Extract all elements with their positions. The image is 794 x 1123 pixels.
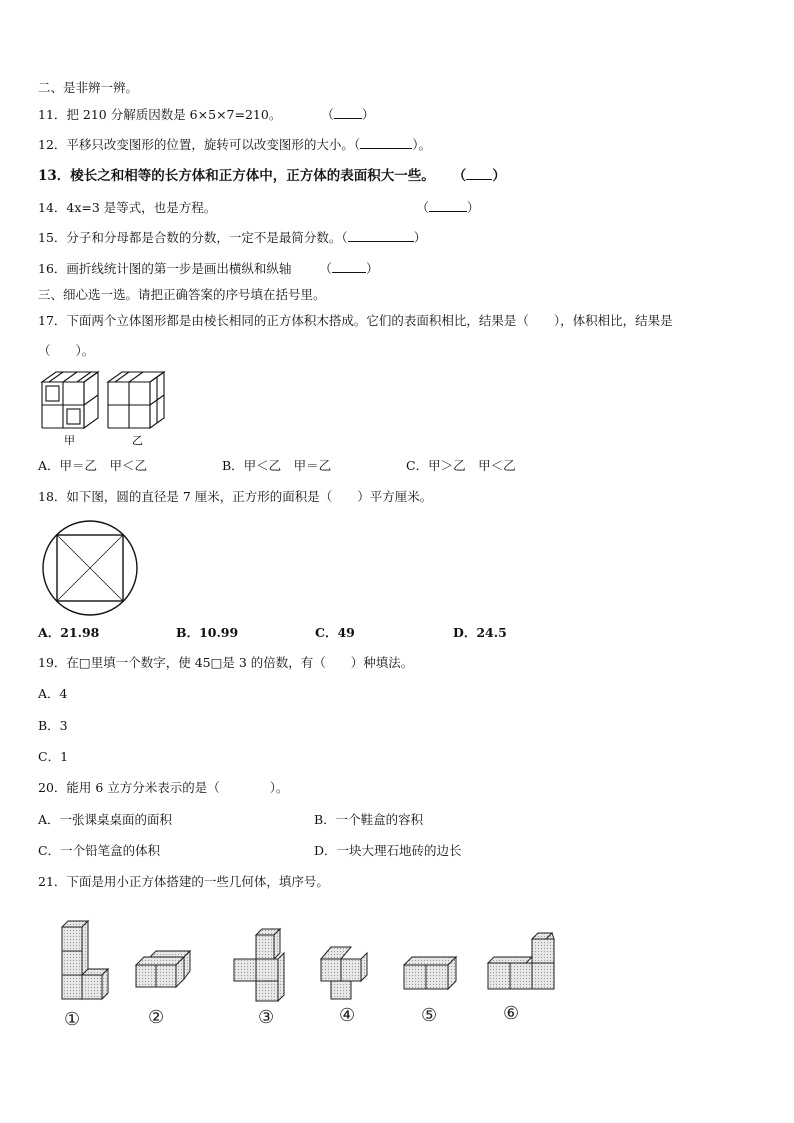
q20-option-c[interactable]: C．一个铅笔盒的体积 [38, 843, 161, 858]
q18-option-a[interactable]: A．21.98 [38, 625, 100, 640]
circle-square-figure [40, 518, 140, 618]
q20-option-a[interactable]: A．一张课桌桌面的面积 [38, 812, 173, 827]
question-number: 11． [38, 107, 67, 122]
answer-blank[interactable] [348, 229, 414, 242]
answer-blank[interactable] [334, 106, 362, 119]
figure-label-jia: 甲 [64, 434, 75, 447]
question-text: 平移只改变图形的位置，旋转可以改变图形的大小。 [66, 137, 354, 152]
answer-blank[interactable] [429, 199, 467, 212]
q19-option-c[interactable]: C．1 [38, 749, 69, 764]
solid-label-1: ① [64, 1009, 81, 1030]
section-3-heading: 三、细心选一选。请把正确答案的序号填在括号里。 [38, 287, 326, 302]
question-17-line-1: 17．下面两个立体图形都是由棱长相同的正方体积木搭成。它们的表面积相比，结果是（ ），体积相比，结果是 [38, 313, 673, 328]
solid-label-2: ② [148, 1007, 165, 1028]
solid-label-3: ③ [258, 1007, 275, 1028]
question-18: 18．如下图，圆的直径是 7 厘米，正方形的面积是（ ）平方厘米。 [38, 489, 433, 504]
paren-close: ） [413, 230, 427, 245]
paren-open: （ [416, 200, 429, 215]
paren-close: ） [466, 200, 480, 215]
solid-label-6: ⑥ [503, 1003, 520, 1024]
question-text: 棱长之和相等的长方体和正方体中，正方体的表面积大一些。 [70, 168, 435, 184]
paren-open: （ [341, 230, 348, 245]
answer-blank[interactable] [332, 260, 366, 273]
question-text: 分子和分母都是合数的分数，一定不是最简分数。 [66, 230, 342, 245]
question-11 [38, 106, 374, 123]
question-13 [38, 167, 506, 184]
question-20: 20．能用 6 立方分米表示的是（ ）。 [38, 780, 289, 795]
question-19: 19．在□里填一个数字，使 45□是 3 的倍数，有（ ）种填法。 [38, 655, 414, 670]
question-number: 16． [38, 261, 67, 276]
question-number: 14． [38, 200, 67, 215]
question-12 [38, 136, 431, 153]
question-21: 21．下面是用小正方体搭建的一些几何体，填序号。 [38, 874, 329, 889]
q18-option-d[interactable]: D．24.5 [453, 625, 507, 640]
paren-close: ）。 [412, 137, 431, 152]
cube-figures-jia-yi [38, 368, 173, 448]
question-number: 13． [38, 168, 71, 184]
question-text: 4x=3 是等式，也是方程。 [66, 200, 217, 215]
q19-option-a[interactable]: A．4 [38, 686, 68, 701]
q17-option-a[interactable]: A．甲＝乙 甲＜乙 [38, 458, 148, 473]
section-2-heading: 二、是非辨一辨。 [38, 80, 139, 95]
question-number: 15． [38, 230, 67, 245]
paren-open: （ [452, 168, 467, 184]
q20-option-d[interactable]: D．一块大理石地砖的边长 [314, 843, 462, 858]
solid-label-4: ④ [339, 1005, 356, 1026]
question-14 [38, 199, 479, 216]
paren-close: ） [365, 261, 379, 276]
paren-open: （ [353, 137, 361, 152]
paren-close: ） [492, 168, 506, 184]
paren-open: （ [321, 107, 334, 122]
paren-open: （ [319, 261, 332, 276]
answer-blank[interactable] [466, 167, 492, 180]
q17-option-b[interactable]: B．甲＜乙 甲＝乙 [222, 458, 332, 473]
q20-option-b[interactable]: B．一个鞋盒的容积 [314, 812, 424, 827]
question-text: 把 210 分解质因数是 6×5×7=210。 [66, 107, 282, 122]
paren-close: ） [361, 107, 375, 122]
question-text: 画折线统计图的第一步是画出横纵和纵轴 [66, 261, 292, 276]
q17-option-c[interactable]: C．甲＞乙 甲＜乙 [406, 458, 516, 473]
question-15 [38, 229, 426, 246]
q18-option-c[interactable]: C．49 [315, 625, 355, 640]
question-16 [38, 260, 378, 277]
q18-option-b[interactable]: B．10.99 [176, 625, 239, 640]
figure-label-yi: 乙 [132, 434, 143, 447]
answer-blank[interactable] [360, 136, 412, 149]
question-number: 12． [38, 137, 67, 152]
q19-option-b[interactable]: B．3 [38, 718, 68, 733]
solid-label-5: ⑤ [421, 1005, 438, 1026]
cube-solids-figure [36, 905, 556, 1030]
question-17-line-2: （ ）。 [38, 343, 95, 358]
